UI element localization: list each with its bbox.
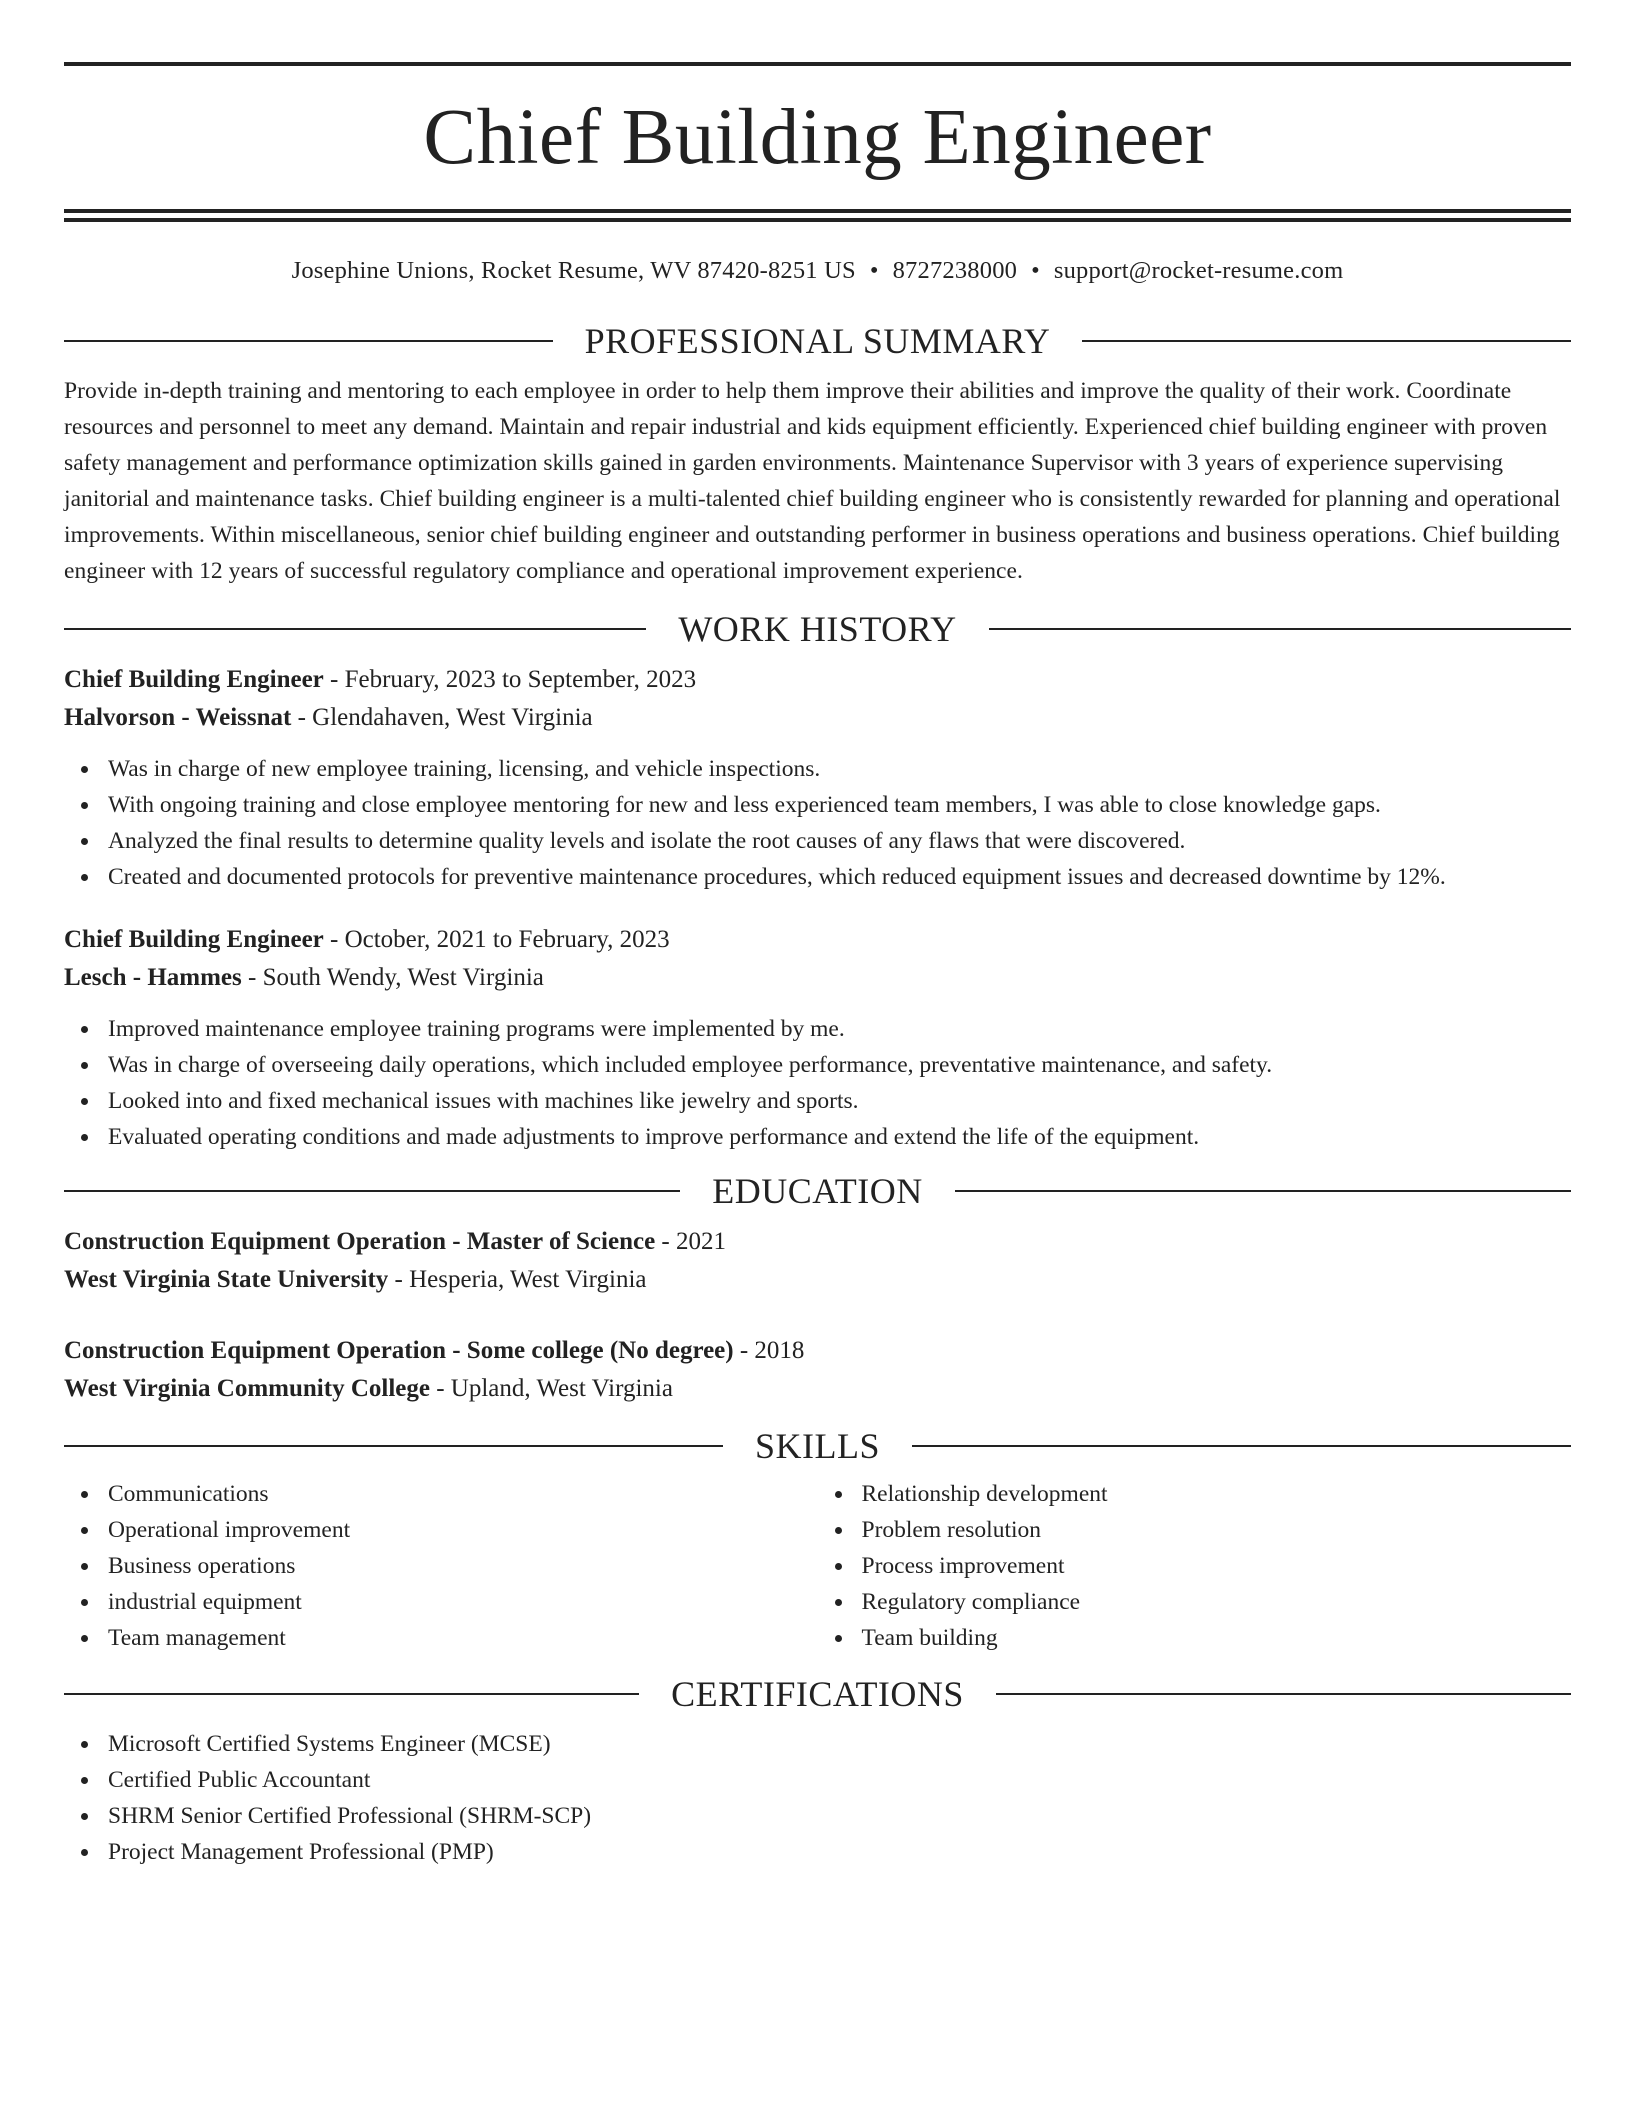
divider (64, 1445, 723, 1447)
skills-column-right (818, 1476, 1572, 1656)
list-item: Microsoft Certified Systems Engineer (MCSE) (64, 1726, 1571, 1762)
divider (64, 1693, 639, 1695)
list-item: Operational improvement (64, 1512, 818, 1548)
job-bullets (64, 751, 1571, 895)
section-title-skills: SKILLS (755, 1426, 881, 1467)
contact-email: support@rocket-resume.com (1053, 257, 1344, 284)
contact-line (64, 256, 1571, 285)
school-location: - Upland, West Virginia (429, 1375, 673, 1403)
list-item: Team building (818, 1620, 1572, 1656)
list-item: Team management (64, 1620, 818, 1656)
education-entry (64, 1332, 1571, 1408)
job-location: - Glendahaven, West Virginia (291, 704, 593, 732)
education-entry (64, 1223, 1571, 1299)
title-double-rule (64, 209, 1571, 222)
list-item: Business operations (64, 1548, 818, 1584)
job-title: Chief Building Engineer (64, 926, 324, 954)
contact-separator: • (869, 257, 879, 284)
list-item: SHRM Senior Certified Professional (SHRM-SCP) (64, 1798, 1571, 1834)
job-company-line (64, 699, 1571, 737)
degree: Construction Equipment Operation - Master of Science (64, 1228, 656, 1256)
list-item: Evaluated operating conditions and made adjustments to improve performance and extend the life of the equipment. (64, 1119, 1571, 1155)
resume-page (64, 62, 1571, 1870)
section-header-education (64, 1171, 1571, 1212)
list-item: Created and documented protocols for preventive maintenance procedures, which reduced equipment issues and decreased downtime by 12%. (64, 859, 1571, 895)
list-item: Looked into and fixed mechanical issues with machines like jewelry and sports. (64, 1083, 1571, 1119)
job-dates: - October, 2021 to February, 2023 (323, 926, 670, 954)
job-location: - South Wendy, West Virginia (241, 964, 544, 992)
divider (64, 1190, 680, 1192)
section-header-certifications (64, 1674, 1571, 1715)
school-line (64, 1261, 1571, 1299)
list-item: Relationship development (818, 1476, 1572, 1512)
job-bullets (64, 1011, 1571, 1155)
school: West Virginia State University (64, 1266, 389, 1294)
job-company: Halvorson - Weissnat (64, 704, 292, 732)
job-dates: - February, 2023 to September, 2023 (323, 666, 697, 694)
section-header-work (64, 609, 1571, 650)
skills-grid (64, 1476, 1571, 1656)
degree-year: - 2021 (655, 1228, 726, 1256)
section-header-skills (64, 1426, 1571, 1467)
list-item: Was in charge of overseeing daily operations, which included employee performance, preventative maintenance, and safety. (64, 1047, 1571, 1083)
certifications-list (64, 1726, 1571, 1870)
skills-column-left (64, 1476, 818, 1656)
job-entry (64, 661, 1571, 895)
divider (64, 340, 553, 342)
job-title-line (64, 661, 1571, 699)
top-rule (64, 62, 1571, 66)
divider (1082, 340, 1571, 342)
job-company: Lesch - Hammes (64, 964, 242, 992)
degree: Construction Equipment Operation - Some college (No degree) (64, 1337, 734, 1365)
section-title-education: EDUCATION (712, 1171, 923, 1212)
list-item: Communications (64, 1476, 818, 1512)
contact-separator: • (1031, 257, 1040, 284)
list-item: Project Management Professional (PMP) (64, 1834, 1571, 1870)
job-entry (64, 921, 1571, 1155)
divider (996, 1693, 1571, 1695)
section-title-summary: PROFESSIONAL SUMMARY (584, 321, 1051, 362)
list-item: Regulatory compliance (818, 1584, 1572, 1620)
list-item: Process improvement (818, 1548, 1572, 1584)
job-company-line (64, 959, 1571, 997)
list-item: Was in charge of new employee training, licensing, and vehicle inspections. (64, 751, 1571, 787)
list-item: Analyzed the final results to determine quality levels and isolate the root causes of any flaws that were discovered. (64, 823, 1571, 859)
list-item: With ongoing training and close employee mentoring for new and less experienced team members, I was able to close knowledge gaps. (64, 787, 1571, 823)
list-item: Improved maintenance employee training programs were implemented by me. (64, 1011, 1571, 1047)
resume-title: Chief Building Engineer (423, 94, 1212, 181)
degree-line (64, 1332, 1571, 1370)
section-header-summary (64, 321, 1571, 362)
school-line (64, 1370, 1571, 1408)
school-location: - Hesperia, West Virginia (388, 1266, 647, 1294)
divider (912, 1445, 1571, 1447)
section-title-certifications: CERTIFICATIONS (671, 1674, 964, 1715)
summary-text: Provide in-depth training and mentoring to each employee in order to help them improve their abilities and improve the quality of their work. Coordinate resources and personnel to meet any demand. Maintain and repair industrial and kids equipment efficiently. Experienced chief building engineer with proven safety management and performance optimization skills gained in garden environments. Maintenance Supervisor with 3 years of experience supervising janitorial and maintenance tasks. Chief building engineer is a multi-talented chief building engineer who is consistently rewarded for planning and operational improvements. Within miscellaneous, senior chief building engineer and outstanding performer in business operations and business operations. Chief building engineer with 12 years of successful regulatory compliance and operational improvement experience. (64, 378, 1561, 585)
job-title-line (64, 921, 1571, 959)
section-title-work: WORK HISTORY (678, 609, 957, 650)
divider (64, 628, 646, 630)
contact-address: Josephine Unions, Rocket Resume, WV 87420-8251 US (291, 257, 856, 284)
degree-line (64, 1223, 1571, 1261)
list-item: Problem resolution (818, 1512, 1572, 1548)
divider (989, 628, 1571, 630)
divider (955, 1190, 1571, 1192)
job-title: Chief Building Engineer (64, 666, 324, 694)
contact-phone: 8727238000 (892, 257, 1018, 284)
school: West Virginia Community College (64, 1375, 430, 1403)
list-item: Certified Public Accountant (64, 1762, 1571, 1798)
list-item: industrial equipment (64, 1584, 818, 1620)
degree-year: - 2018 (733, 1337, 805, 1365)
